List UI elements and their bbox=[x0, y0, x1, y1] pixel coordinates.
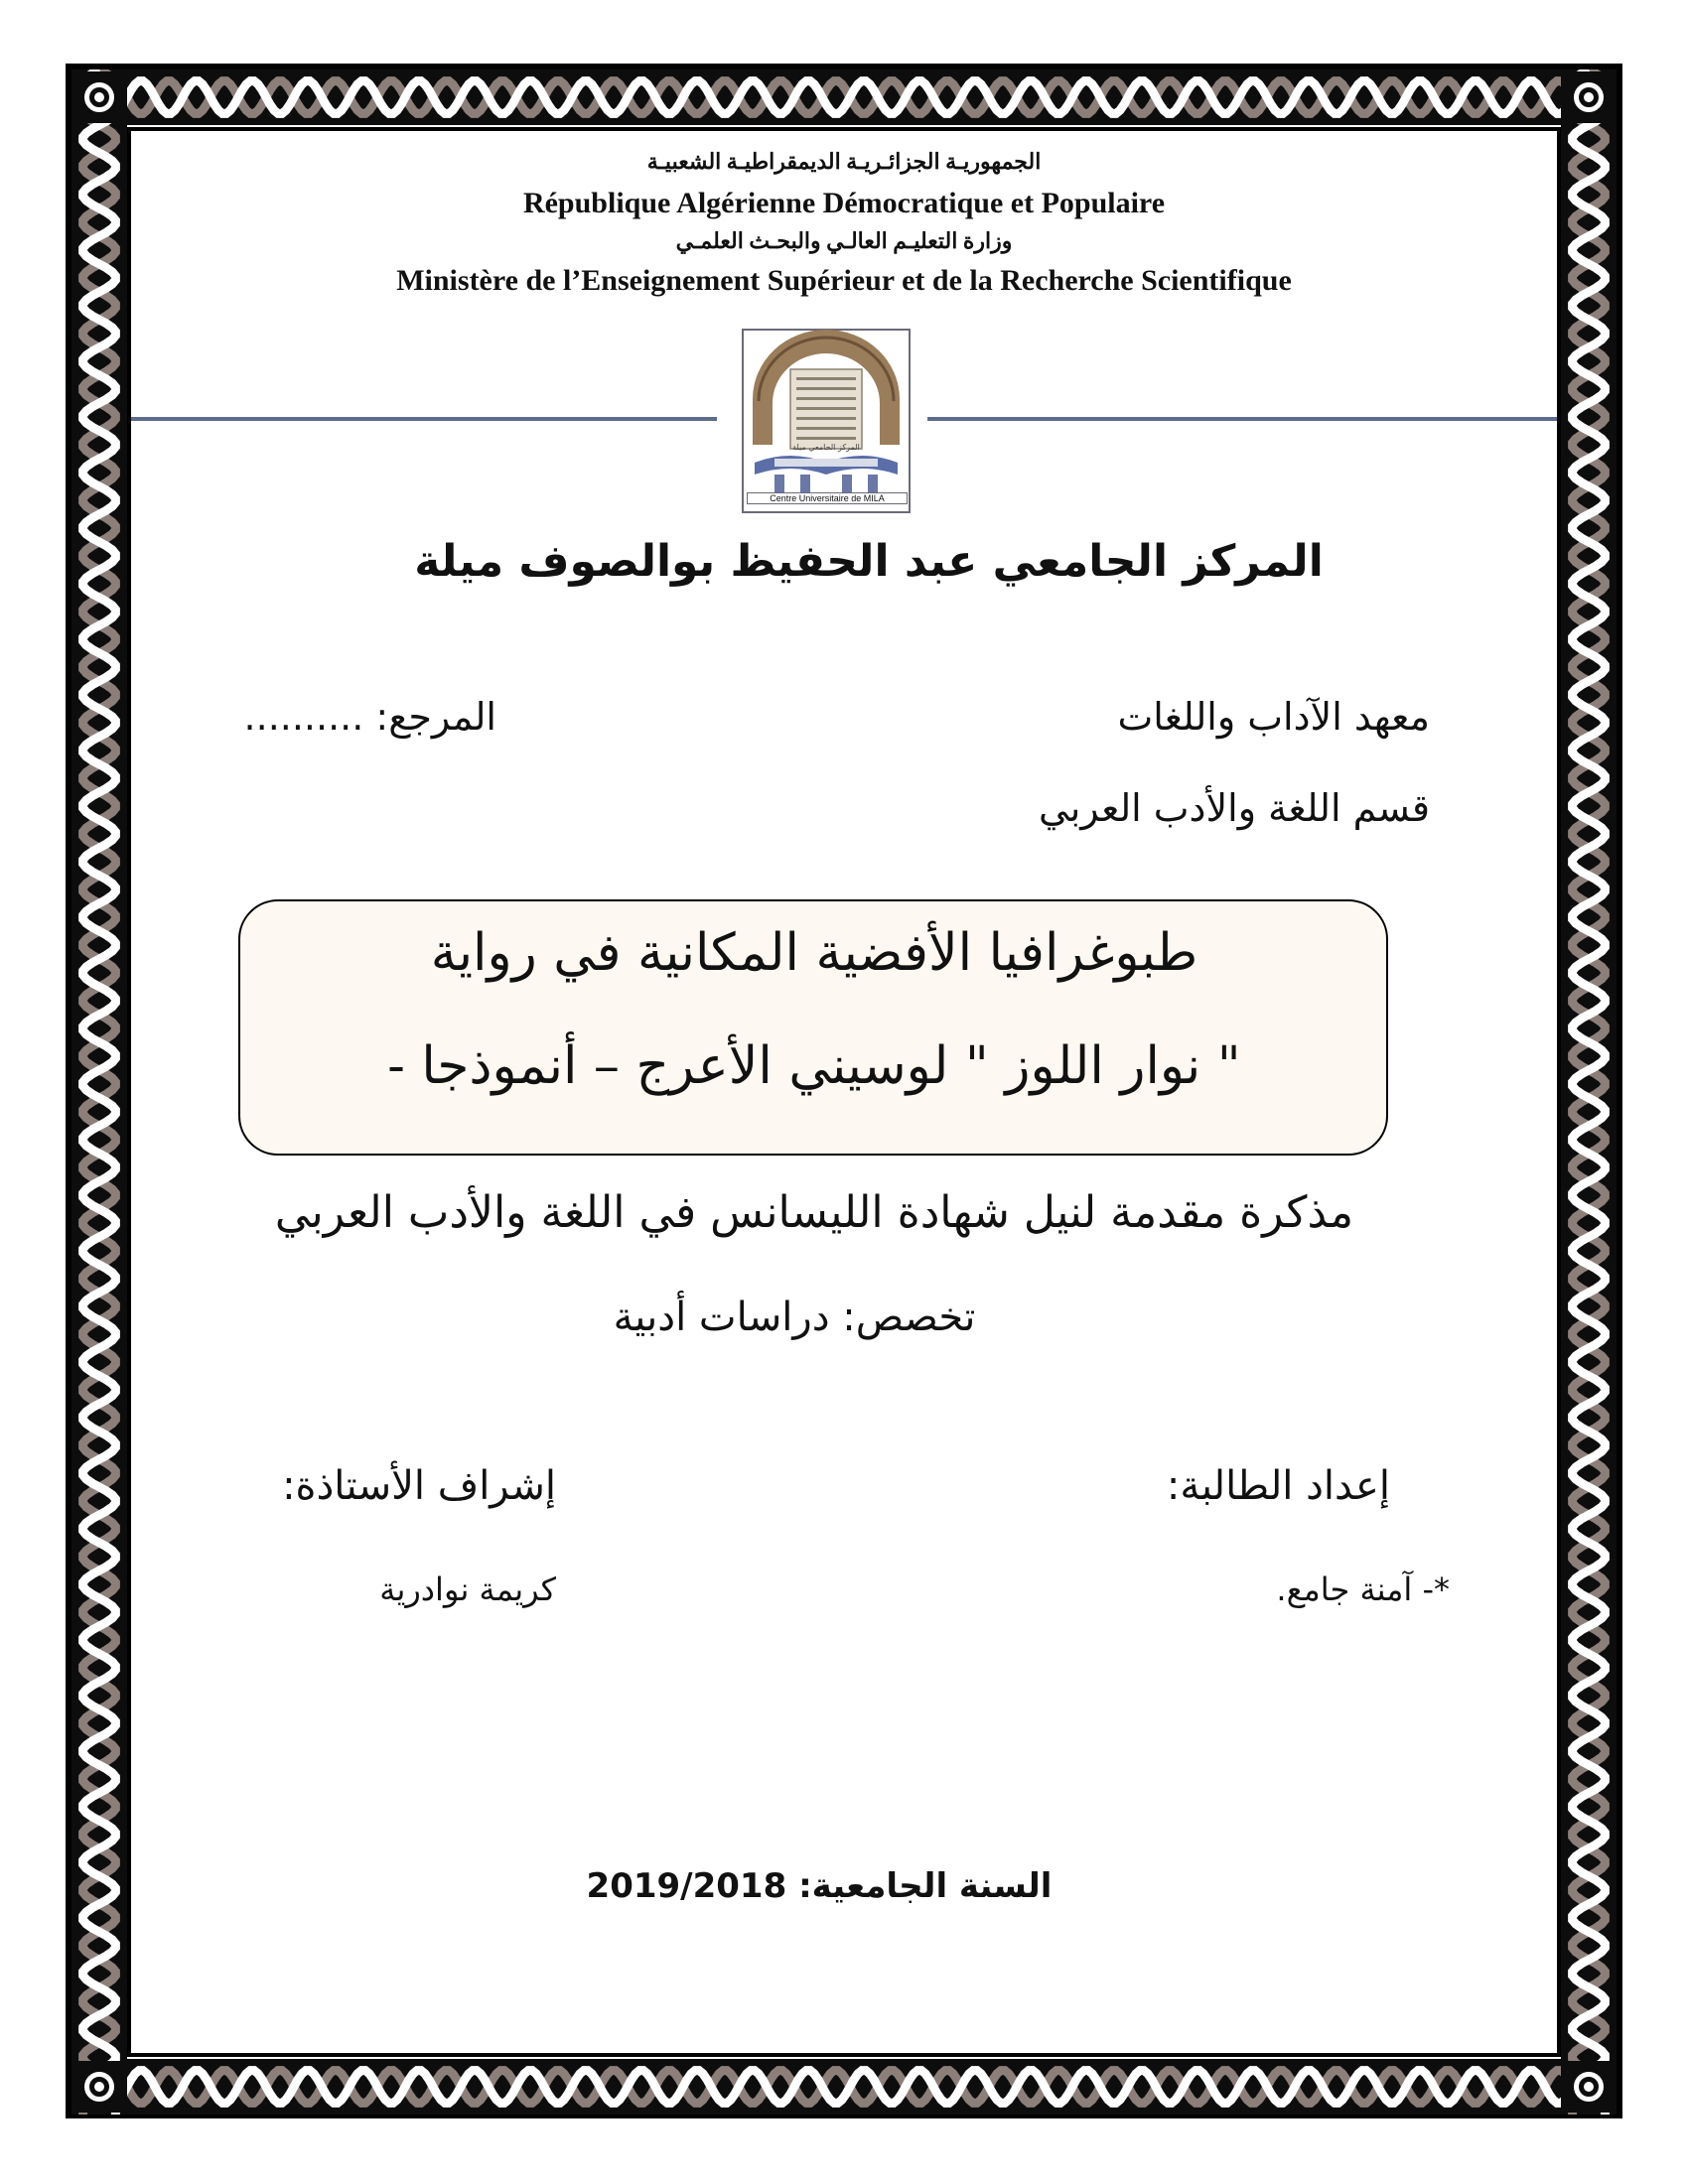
ministry-french: Ministère de l’Enseignement Supérieur et de la Recherche Scientifique bbox=[396, 264, 1292, 297]
department-name: قسم اللغة والأدب العربي bbox=[1039, 786, 1430, 830]
specialty: تخصص: دراسات أدبية bbox=[613, 1295, 976, 1340]
supervisor-name: كريمة نوادرية bbox=[379, 1570, 556, 1608]
header-rule-right bbox=[927, 417, 1557, 421]
institution-name: المركز الجامعي عبد الحفيظ بوالصوف ميلة bbox=[414, 536, 1324, 587]
ministry-arabic: وزارة التعليـم العالـي والبحـث العلمـي bbox=[675, 228, 1013, 253]
academic-year: السنة الجامعية: 2019/2018 bbox=[586, 1866, 1053, 1906]
logo-caption: Centre Universitaire de MILA bbox=[747, 492, 908, 504]
corner-medallion-icon bbox=[1563, 71, 1615, 123]
reference-field: المرجع: .......... bbox=[243, 695, 496, 739]
supervisor-label: إشراف الأستاذة: bbox=[282, 1463, 556, 1509]
thesis-title-line2: " نوار اللوز " لوسيني الأعرج – أنموذجا - bbox=[387, 1036, 1241, 1096]
rope-ornament-left bbox=[71, 69, 127, 2115]
student-name: *- آمنة جامع. bbox=[1276, 1570, 1450, 1608]
corner-medallion-icon bbox=[1563, 2061, 1615, 2113]
thesis-title-line1: طبوغرافيا الأفضية المكانية في رواية bbox=[430, 923, 1198, 983]
rope-ornament-right bbox=[1561, 69, 1617, 2115]
rope-ornament-bottom bbox=[71, 2059, 1617, 2115]
corner-medallion-icon bbox=[73, 2061, 125, 2113]
header-rule-left bbox=[131, 417, 717, 421]
student-label: إعداد الطالبة: bbox=[1166, 1463, 1390, 1509]
corner-medallion-icon bbox=[73, 71, 125, 123]
republic-arabic: الجمهوريـة الجزائـريـة الديمقراطيـة الشعبيـة bbox=[646, 149, 1042, 174]
degree-statement: مذكرة مقدمة لنيل شهادة الليسانس في اللغة والأدب العربي bbox=[274, 1187, 1354, 1238]
rope-ornament-top bbox=[71, 69, 1617, 125]
university-logo bbox=[739, 326, 914, 516]
institute-name: معهد الآداب واللغات bbox=[1117, 695, 1430, 739]
republic-french: République Algérienne Démocratique et Populaire bbox=[522, 187, 1166, 219]
logo-inner-text: المركز الجامعي ميلة bbox=[792, 443, 860, 452]
